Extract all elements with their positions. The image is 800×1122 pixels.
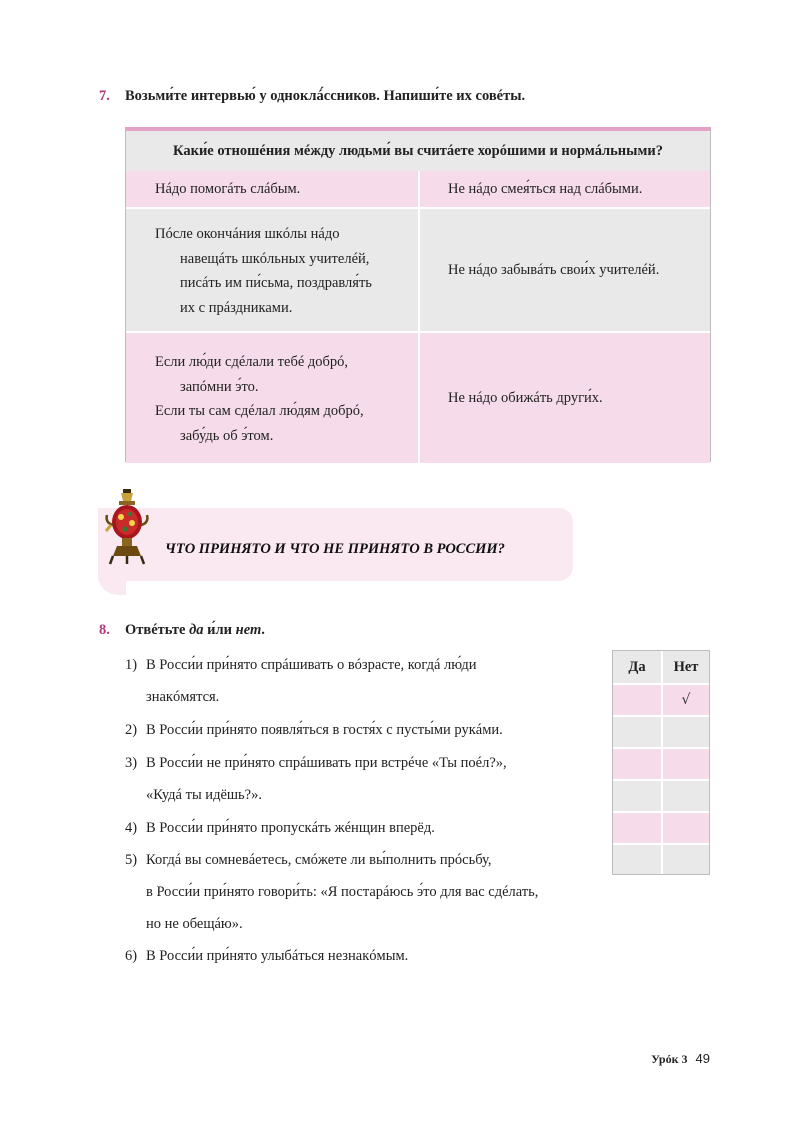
table-row (126, 333, 710, 463)
lesson-label: Урóк 3 (651, 1052, 688, 1066)
cell-line: забу́дь об э́том. (180, 427, 274, 444)
instruction-part: . (261, 622, 265, 638)
exercise-7-instruction: Возьми́те интервью́ у одноклá́ссников. Напиши́те их совéты. (125, 88, 526, 104)
item-number: 6) (125, 948, 138, 964)
answer-header-net: Нет (663, 651, 709, 683)
item-line: В Росси́и при́нято появля́ться в гостя́х с пусты́ми рукáми. (146, 722, 503, 738)
item-number: 5) (125, 852, 138, 868)
list-item (125, 852, 491, 869)
item-line: знакóмятся. (146, 689, 220, 705)
instruction-part-net: нет (235, 622, 262, 638)
instruction-part: и́ли (203, 622, 236, 638)
list-item (125, 722, 503, 739)
cell-line: запóмни э́то. (180, 378, 259, 395)
answer-cell-da[interactable] (613, 813, 661, 843)
cell-line: Пóсле окончáния шкóлы нáдо (155, 226, 340, 242)
item-number: 3) (125, 755, 138, 771)
cell-line: писáть им пи́сьма, поздравля́ть (180, 275, 372, 291)
banner-tail (98, 575, 126, 595)
instruction-part: Отвéтьте (125, 622, 190, 638)
page-number: 49 (695, 1051, 710, 1066)
answer-cell-da[interactable] (613, 845, 661, 874)
answer-cell-da[interactable] (613, 717, 661, 747)
relations-table-header: Каки́е отношéния мéжду людьми́ вы считáете хорóшими и нормáльными? (126, 131, 710, 172)
item-number: 4) (125, 820, 138, 836)
item-line: В Росси́и не при́нято спрáшивать при встрéче «Ты поéл?», (146, 755, 507, 771)
answer-cell-net[interactable] (663, 813, 709, 843)
table-cell-left (126, 171, 418, 207)
list-item (125, 657, 476, 674)
exercise-8-heading (99, 622, 265, 639)
answer-cell-da[interactable] (613, 749, 661, 779)
banner-text: ЧТО ПРИНЯТО И ЧТО НЕ ПРИНЯТО В РОССИИ? (165, 541, 505, 557)
answer-cell-net[interactable] (663, 781, 709, 811)
item-line: но не обещáю». (146, 916, 243, 932)
exercise-8-number: 8. (99, 622, 110, 638)
table-cell-right: Не нáдо забывáть свои́х учителéй. (448, 261, 660, 278)
table-row (126, 171, 710, 209)
answer-cell-net[interactable] (663, 845, 709, 874)
item-line: в Росси́и при́нято говори́ть: «Я постарáюсь э́то для вас сдéлать, (146, 884, 539, 900)
item-line: «Кудá ты идёшь?». (146, 787, 262, 803)
answer-cell-net[interactable]: √ (663, 685, 709, 715)
answer-table (612, 650, 710, 875)
exercise-7-number: 7. (99, 88, 110, 104)
table-cell-right: Не нáдо обижáть други́х. (448, 389, 603, 406)
samovar-icon (105, 489, 149, 565)
list-item (125, 948, 408, 965)
relations-table (125, 127, 711, 462)
instruction-part-da: да (189, 622, 204, 638)
list-item (125, 755, 507, 772)
item-line: В Росси́и при́нято спрáшивать о вóзрасте, когдá лю́ди (146, 657, 477, 673)
item-line: Когдá вы сомневáетесь, смóжете ли вы́полнить прóсьбу, (146, 852, 492, 868)
answer-cell-da[interactable] (613, 685, 661, 715)
cell-line: Нáдо помогáть слáбым. (155, 180, 301, 197)
answer-cell-net[interactable] (663, 717, 709, 747)
table-cell-left (126, 209, 418, 331)
answer-cell-net[interactable] (663, 749, 709, 779)
table-cell-left (126, 333, 418, 463)
item-line: В Росси́и при́нято улыбáться незнакóмым. (146, 948, 409, 964)
cell-line: Если лю́ди сдéлали тебé добрó, (155, 354, 349, 370)
cell-line: их с прáздниками. (180, 299, 293, 316)
table-row (126, 209, 710, 333)
item-number: 1) (125, 657, 138, 673)
page-footer (651, 1051, 710, 1067)
exercise-7-heading (99, 88, 525, 105)
answer-header-da: Да (613, 651, 661, 683)
list-item (125, 820, 435, 837)
item-line: В Росси́и при́нято пропускáть жéнщин вперёд. (146, 820, 435, 836)
cell-line: навещáть шкóльных учителéй, (180, 250, 370, 267)
table-cell-right: Не нáдо смея́ться над слáбыми. (448, 180, 643, 197)
item-number: 2) (125, 722, 138, 738)
cell-line: Если ты сам сдéлал лю́дям добрó, (155, 403, 364, 419)
answer-cell-da[interactable] (613, 781, 661, 811)
